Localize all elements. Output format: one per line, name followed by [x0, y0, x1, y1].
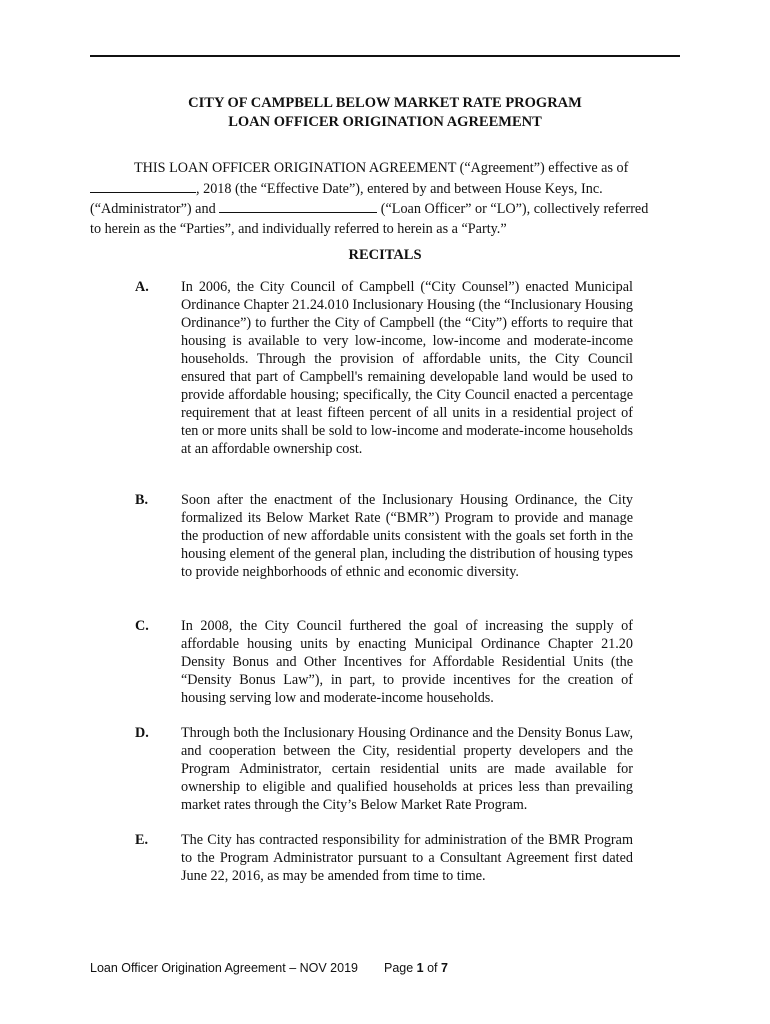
- recital-text: Soon after the enactment of the Inclusionary Housing Ordinance, the City formalized its Below Market Rate (“BMR”) Program to provide and manage the production of new affordable units consistent with the goals set forth in the housing element of the general plan, including the distribution of housing types to provide neighborhoods of ethnic and economic diversity.: [181, 492, 633, 580]
- recitals-heading: RECITALS: [348, 247, 422, 263]
- header-rule: [90, 55, 680, 57]
- document-title-line-2: LOAN OFFICER ORIGINATION AGREEMENT: [228, 114, 542, 130]
- page-indicator: [384, 961, 448, 975]
- intro-line-2-text: , 2018 (the “Effective Date”), entered by and between House Keys, Inc.: [196, 180, 603, 197]
- page-current: 1: [416, 961, 424, 975]
- recital-letter: A.: [135, 279, 149, 295]
- recital-letter: C.: [135, 618, 149, 634]
- recital-text: Through both the Inclusionary Housing Ordinance and the Density Bonus Law, and cooperation between the City, residential property developers and the Program Administrator, certain residential units are made available for ownership to eligible and qualified households at prices less than prevailing market rates through the City’s Below Market Rate Program.: [181, 725, 633, 813]
- recital-letter: D.: [135, 725, 149, 741]
- page-footer: [90, 961, 448, 975]
- intro-line-2: [90, 179, 680, 200]
- recital-letter: E.: [135, 832, 149, 848]
- loan-officer-name-blank: [219, 199, 377, 213]
- page-total: 7: [440, 961, 448, 975]
- intro-line-1: THIS LOAN OFFICER ORIGINATION AGREEMENT (“Agreement”) effective as of: [134, 160, 629, 176]
- recital-letter: B.: [135, 492, 149, 508]
- page-of: of: [423, 961, 441, 975]
- footer-document-label: Loan Officer Origination Agreement – NOV 2019: [90, 961, 358, 975]
- intro-line-3: [90, 199, 680, 220]
- document-title-line-1: CITY OF CAMPBELL BELOW MARKET RATE PROGRAM: [188, 95, 582, 111]
- intro-line-4: to herein as the “Parties”, and individually referred to herein as a “Party.”: [90, 220, 507, 237]
- intro-line-3-text-b: (“Loan Officer” or “LO”), collectively referred: [377, 201, 649, 217]
- intro-paragraph: [90, 159, 680, 239]
- recital-text: In 2008, the City Council furthered the goal of increasing the supply of affordable housing units by enacting Municipal Ordinance Chapter 21.20 Density Bonus and Other Incentives for Affordable Residential Units (the “Density Bonus Law”), in part, to provide incentives for the creation of housing serving low and moderate-income households.: [181, 618, 633, 706]
- intro-line-3-text-a: (“Administrator”) and: [90, 201, 220, 217]
- effective-date-blank: [90, 179, 196, 193]
- recital-text: The City has contracted responsibility for administration of the BMR Program to the Program Administrator pursuant to a Consultant Agreement first dated June 22, 2016, as may be amended from time to time.: [181, 832, 633, 884]
- page-prefix: Page: [383, 961, 417, 975]
- recital-text: In 2006, the City Council of Campbell (“City Counsel”) enacted Municipal Ordinance Chapter 21.24.010 Inclusionary Housing (the “Inclusionary Housing Ordinance”) to further the City of Campbell (the “City”) efforts to require that housing is available to very low-income, low-income and moderate-income households. Through the provision of affordable units, the City Council ensured that part of Campbell's remaining developable land would be used to provide affordable housing; specifically, the City Council enacted a percentage requirement that at least fifteen percent of all units in a residential project of ten or more units shall be sold to low-income and moderate-income households at an affordable ownership cost.: [181, 279, 633, 457]
